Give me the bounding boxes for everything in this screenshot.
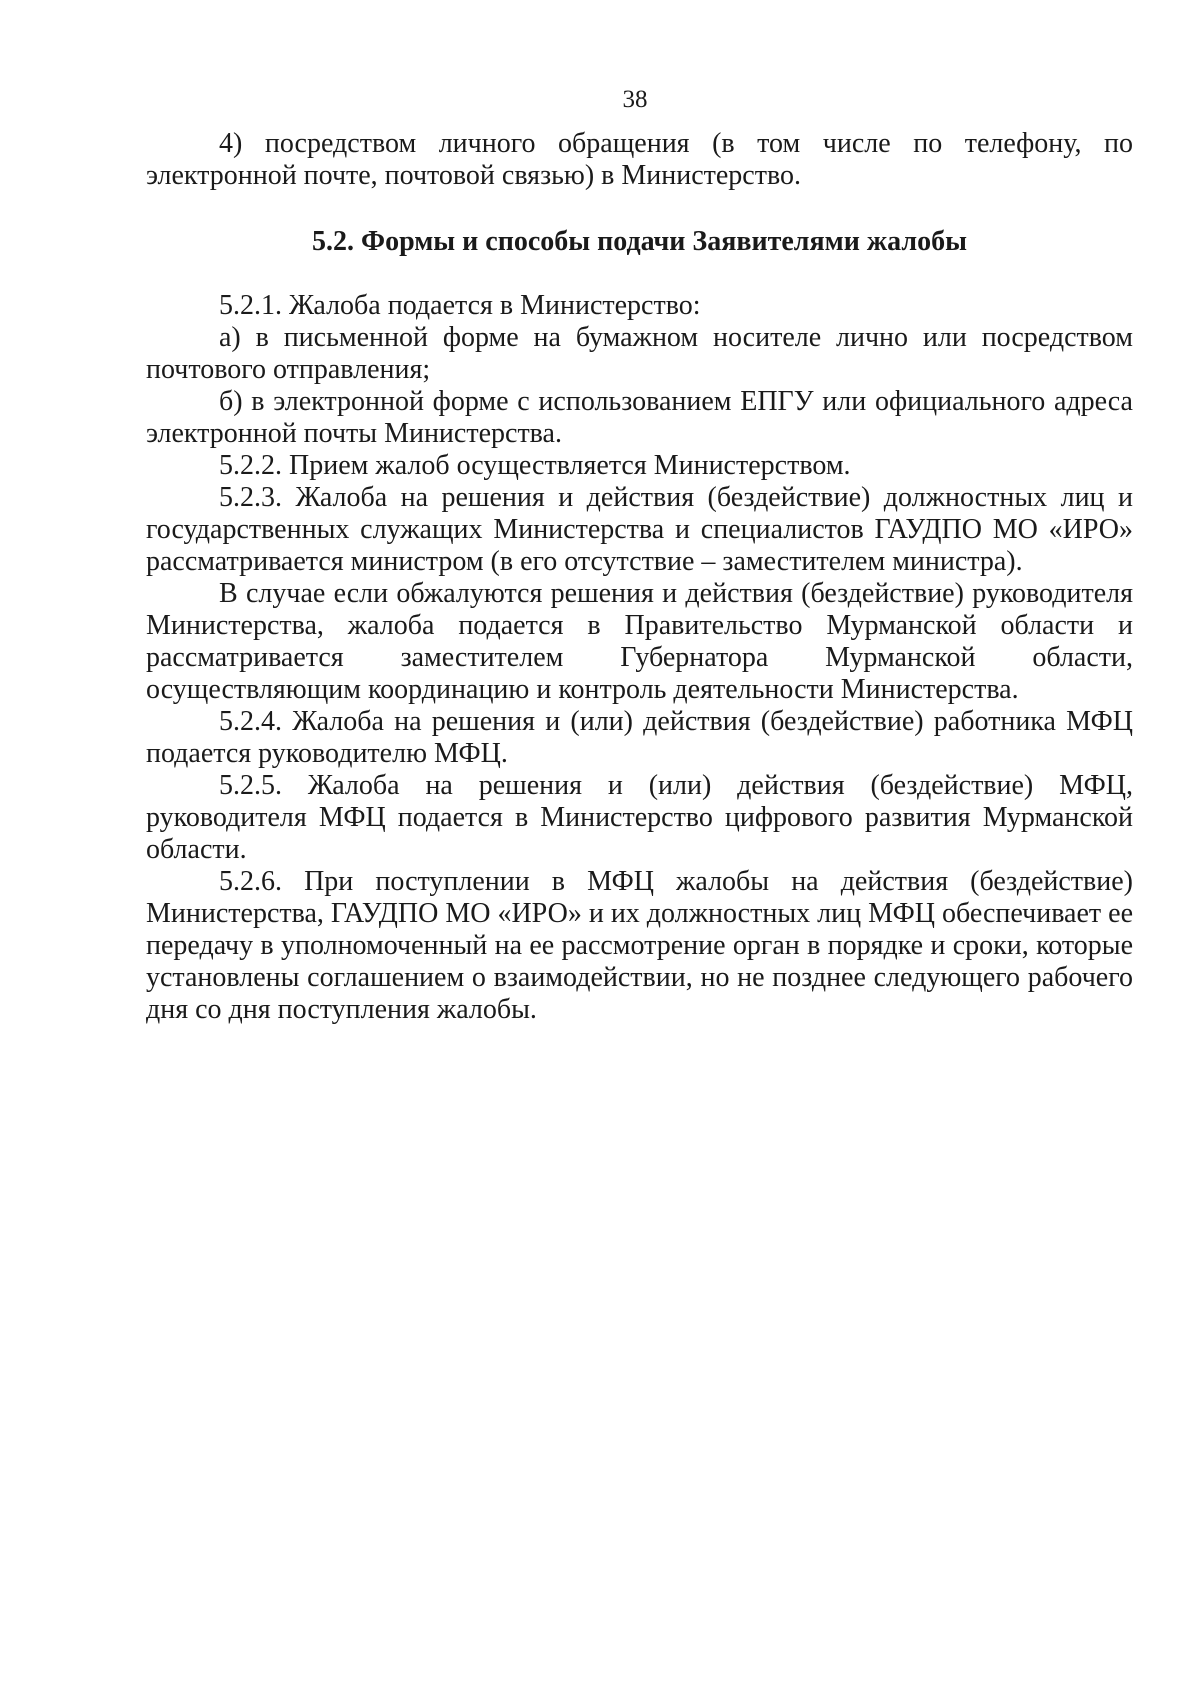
paragraph-5-2-3-case: В случае если обжалуются решения и действия (бездействие) руководителя Министерства, жалоба подается в Правительство Мурманской области и рассматривается заместителем Губернатора Мурманской области, осуществляющим координацию и контроль деятельности Министерства.	[146, 578, 1133, 705]
paragraph-5-2-6: 5.2.6. При поступлении в МФЦ жалобы на действия (бездействие) Министерства, ГАУДПО МО «ИРО» и их должностных лиц МФЦ обеспечивает ее передачу в уполномоченный на ее рассмотрение орган в порядке и сроки, которые установлены соглашением о взаимодействии, но не позднее следующего рабочего дня со дня поступления жалобы.	[146, 866, 1133, 1025]
document-body	[146, 128, 1133, 1026]
paragraph-5-2-1: 5.2.1. Жалоба подается в Министерство:	[219, 290, 701, 321]
paragraph-5-2-1-b: б) в электронной форме с использованием ЕПГУ или официального адреса электронной почты Министерства.	[146, 386, 1133, 449]
paragraph-5-2-5: 5.2.5. Жалоба на решения и (или) действия (бездействие) МФЦ, руководителя МФЦ подается в Министерство цифрового развития Мурманской области.	[146, 770, 1133, 865]
section-heading: 5.2. Формы и способы подачи Заявителями жалобы	[312, 226, 967, 257]
paragraph-5-2-3: 5.2.3. Жалоба на решения и действия (бездействие) должностных лиц и государственных служащих Министерства и специалистов ГАУДПО МО «ИРО» рассматривается министром (в его отсутствие – заместителем министра).	[146, 482, 1133, 577]
paragraph-item-4: 4) посредством личного обращения (в том числе по телефону, по электронной почте, почтовой связью) в Министерство.	[146, 128, 1133, 191]
paragraph-5-2-4: 5.2.4. Жалоба на решения и (или) действия (бездействие) работника МФЦ подается руководителю МФЦ.	[146, 706, 1133, 769]
paragraph-5-2-1-a: а) в письменной форме на бумажном носителе лично или посредством почтового отправления;	[146, 322, 1133, 385]
page-number: 38	[622, 86, 648, 113]
paragraph-5-2-2: 5.2.2. Прием жалоб осуществляется Министерством.	[219, 450, 851, 481]
